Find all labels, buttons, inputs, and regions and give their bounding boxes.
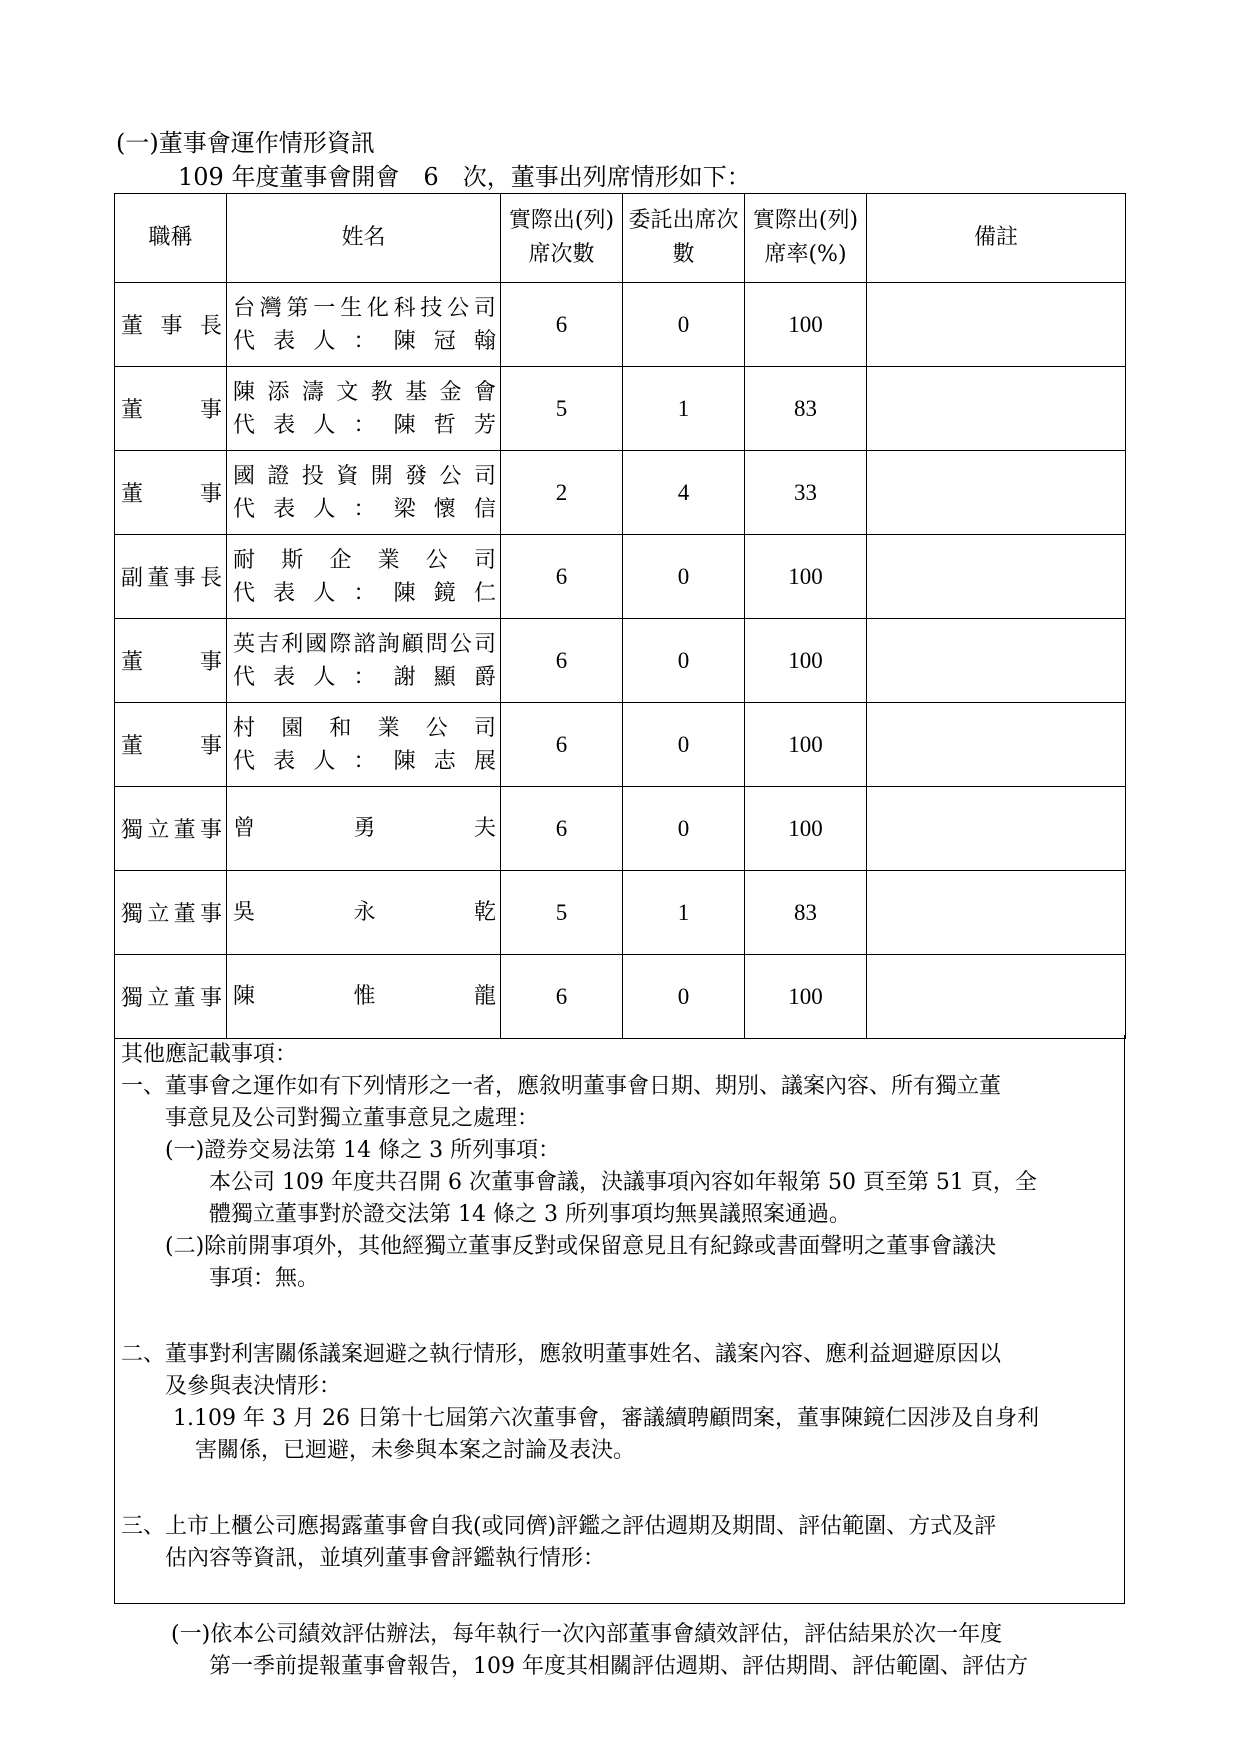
attended-count: 6 xyxy=(501,703,623,787)
table-row xyxy=(115,787,1126,871)
header-rate-line2: 席率(%) xyxy=(764,242,847,267)
header-rate-line1: 實際出(列) xyxy=(752,208,859,233)
header-title: 職稱 xyxy=(115,194,227,283)
item3-text: 三、上市上櫃公司應揭露董事會自我(或同儕)評鑑之評估週期及期間、評估範圍、方式及評 xyxy=(121,1514,997,1539)
remark-cell xyxy=(867,451,1126,535)
director-title xyxy=(115,367,227,451)
remark-cell xyxy=(867,955,1126,1039)
proxy-count: 0 xyxy=(623,955,745,1039)
header-remarks: 備註 xyxy=(867,194,1126,283)
attendance-rate: 100 xyxy=(745,787,867,871)
proxy-count: 0 xyxy=(623,787,745,871)
other-matters-box xyxy=(114,1035,1125,1679)
attendance-rate: 100 xyxy=(745,955,867,1039)
attendance-table xyxy=(114,193,1126,1039)
remark-cell xyxy=(867,703,1126,787)
header-name: 姓名 xyxy=(227,194,501,283)
header-proxy-line2: 數 xyxy=(672,242,695,267)
distributed-text: 代 表 人 ： 陳 哲 芳 xyxy=(233,412,496,438)
proxy-count: 1 xyxy=(623,367,745,451)
attendance-rate: 83 xyxy=(745,871,867,955)
item1a-text-cont: 體獨立董事對於證交法第 14 條之 3 所列事項均無異議照案通過。 xyxy=(209,1202,851,1227)
attended-count: 6 xyxy=(501,619,623,703)
remark-cell xyxy=(867,283,1126,367)
proxy-count: 0 xyxy=(623,283,745,367)
table-row xyxy=(115,535,1126,619)
director-title xyxy=(115,703,227,787)
header-proxy-line1: 委託出席次 xyxy=(628,208,739,233)
notes-header: 其他應記載事項： xyxy=(121,1042,298,1067)
item3a-text: (一)依本公司績效評估辦法，每年執行一次內部董事會績效評估，評估結果於次一年度 xyxy=(171,1622,1003,1647)
attendance-rate: 33 xyxy=(745,451,867,535)
distributed-text: 陳 惟 龍 xyxy=(233,984,496,1009)
attendance-rate: 100 xyxy=(745,703,867,787)
header-attended xyxy=(501,194,623,283)
remark-cell xyxy=(867,535,1126,619)
director-title xyxy=(115,451,227,535)
item1-text: 一、董事會之運作如有下列情形之一者，應敘明董事會日期、期別、議案內容、所有獨立董 xyxy=(121,1074,1002,1099)
director-title xyxy=(115,955,227,1039)
director-title xyxy=(115,283,227,367)
item1b-text-cont: 事項：無。 xyxy=(209,1266,320,1291)
proxy-count: 0 xyxy=(623,619,745,703)
item1b-text: (二)除前開事項外，其他經獨立董事反對或保留意見且有紀錄或書面聲明之董事會議決 xyxy=(165,1234,997,1259)
distributed-text: 國 證 投 資 開 發 公 司 xyxy=(233,463,496,489)
remark-cell xyxy=(867,619,1126,703)
distributed-text: 吳 永 乾 xyxy=(233,900,496,925)
distributed-text: 代 表 人 ： 梁 懷 信 xyxy=(233,496,496,522)
director-name xyxy=(227,451,501,535)
item1a-text: 本公司 109 年度共召開 6 次董事會議，決議事項內容如年報第 50 頁至第 51 頁，全 xyxy=(209,1170,1037,1195)
director-title xyxy=(115,787,227,871)
proxy-count: 0 xyxy=(623,535,745,619)
attendance-rate: 100 xyxy=(745,283,867,367)
distributed-text: 董 事 xyxy=(121,650,222,675)
attendance-rate: 100 xyxy=(745,535,867,619)
director-title xyxy=(115,619,227,703)
distributed-text: 曾 勇 夫 xyxy=(233,816,496,841)
section-heading: (一)董事會運作情形資訊 xyxy=(116,129,375,157)
attended-count: 2 xyxy=(501,451,623,535)
distributed-text: 代 表 人 ： 謝 顯 爵 xyxy=(233,664,496,690)
header-attended-line1: 實際出(列) xyxy=(508,208,615,233)
proxy-count: 4 xyxy=(623,451,745,535)
distributed-text: 董 事 xyxy=(121,398,222,423)
table-row xyxy=(115,283,1126,367)
director-name xyxy=(227,703,501,787)
item3a-text-cont: 第一季前提報董事會報告，109 年度其相關評估週期、評估期間、評估範圍、評估方 xyxy=(209,1654,1028,1679)
director-name xyxy=(227,787,501,871)
distributed-text: 代 表 人 ： 陳 鏡 仁 xyxy=(233,580,496,606)
remark-cell xyxy=(867,871,1126,955)
distributed-text: 英 吉 利 國 際 諮 詢 顧 問 公 司 xyxy=(233,631,496,657)
attendance-rate: 100 xyxy=(745,619,867,703)
distributed-text: 獨 立 董 事 xyxy=(121,902,222,927)
item2-text-cont: 及參與表決情形： xyxy=(165,1374,342,1399)
header-attended-line2: 席次數 xyxy=(528,242,595,267)
director-name xyxy=(227,283,501,367)
attended-count: 5 xyxy=(501,367,623,451)
attended-count: 6 xyxy=(501,283,623,367)
item2a-text-cont: 害關係，已迴避，未參與本案之討論及表決。 xyxy=(195,1438,636,1463)
director-name xyxy=(227,871,501,955)
proxy-count: 0 xyxy=(623,703,745,787)
item3-text-cont: 估內容等資訊，並填列董事會評鑑執行情形： xyxy=(165,1546,606,1571)
attended-count: 5 xyxy=(501,871,623,955)
director-name xyxy=(227,955,501,1039)
table-row xyxy=(115,955,1126,1039)
attended-count: 6 xyxy=(501,535,623,619)
director-name xyxy=(227,535,501,619)
remark-cell xyxy=(867,367,1126,451)
distributed-text: 董 事 長 xyxy=(121,314,222,339)
director-title xyxy=(115,535,227,619)
proxy-count: 1 xyxy=(623,871,745,955)
distributed-text: 獨 立 董 事 xyxy=(121,986,222,1011)
director-name xyxy=(227,619,501,703)
distributed-text: 獨 立 董 事 xyxy=(121,818,222,843)
table-row xyxy=(115,367,1126,451)
meeting-summary: 109 年度董事會開會 6 次，董事出列席情形如下： xyxy=(178,163,751,191)
distributed-text: 代 表 人 ： 陳 冠 翰 xyxy=(233,328,496,354)
distributed-text: 董 事 xyxy=(121,734,222,759)
header-rate xyxy=(745,194,867,283)
distributed-text: 副 董 事 長 xyxy=(121,566,222,591)
distributed-text: 耐 斯 企 業 公 司 xyxy=(233,547,496,573)
attended-count: 6 xyxy=(501,787,623,871)
item2a-text: 1.109 年 3 月 26 日第十七屆第六次董事會，審議續聘顧問案，董事陳鏡仁因涉及自身利 xyxy=(173,1406,1039,1431)
attendance-rate: 83 xyxy=(745,367,867,451)
distributed-text: 台 灣 第 一 生 化 科 技 公 司 xyxy=(233,295,496,321)
attended-count: 6 xyxy=(501,955,623,1039)
table-header-row xyxy=(115,194,1126,283)
director-name xyxy=(227,367,501,451)
header-proxy xyxy=(623,194,745,283)
remark-cell xyxy=(867,787,1126,871)
distributed-text: 代 表 人 ： 陳 志 展 xyxy=(233,748,496,774)
item1-text-cont: 事意見及公司對獨立董事意見之處理： xyxy=(165,1106,540,1131)
table-row xyxy=(115,871,1126,955)
item2-text: 二、董事對利害關係議案迴避之執行情形，應敘明董事姓名、議案內容、應利益迴避原因以 xyxy=(121,1342,1002,1367)
distributed-text: 董 事 xyxy=(121,482,222,507)
table-row xyxy=(115,703,1126,787)
director-title xyxy=(115,871,227,955)
distributed-text: 村 園 和 業 公 司 xyxy=(233,715,496,741)
table-row xyxy=(115,451,1126,535)
distributed-text: 陳 添 濤 文 教 基 金 會 xyxy=(233,379,496,405)
item1a-heading: (一)證券交易法第 14 條之 3 所列事項： xyxy=(165,1138,561,1163)
table-row xyxy=(115,619,1126,703)
